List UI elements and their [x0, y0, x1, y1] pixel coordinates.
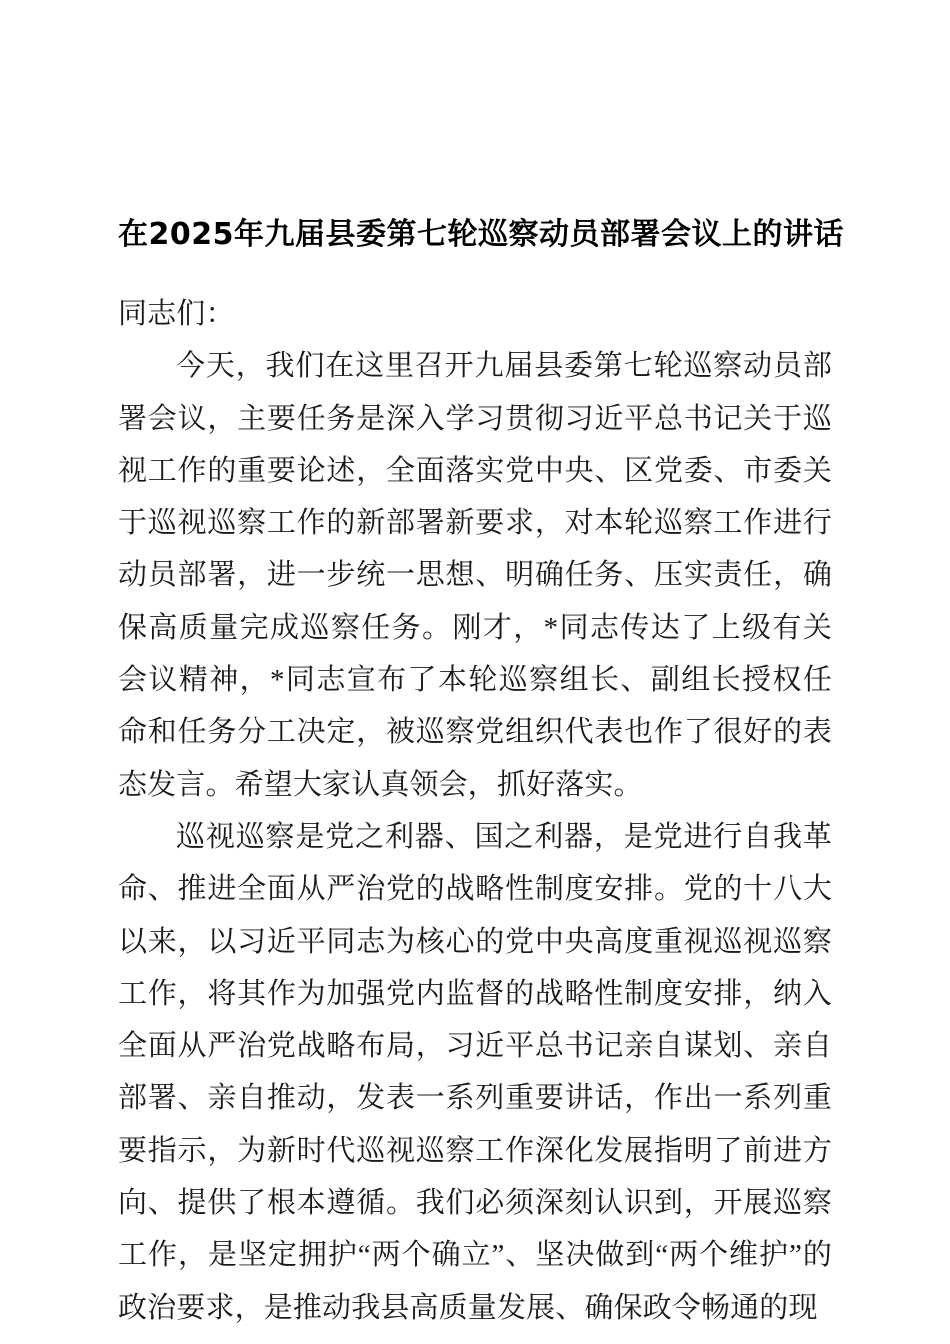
body-paragraph-1: 今天，我们在这里召开九届县委第七轮巡察动员部署会议，主要任务是深入学习贯彻习近平总书记关于巡视工作的重要论述，全面落实党中央、区党委、市委关于巡视巡察工作的新部署新要求，对本轮巡察工作进行动员部署，进一步统一思想、明确任务、压实责任，确保高质量完成巡察任务。刚才，*同志传达了上级有关会议精神，*同志宣布了本轮巡察组长、副组长授权任命和任务分工决定，被巡察党组织代表也作了很好的表态发言。希望大家认真领会，抓好落实。 — [118, 350, 832, 801]
document-body — [118, 288, 832, 1334]
salutation-line: 同志们： — [118, 298, 235, 330]
body-paragraph-2: 巡视巡察是党之利器、国之利器，是党进行自我革命、推进全面从严治党的战略性制度安排。党的十八大以来，以习近平同志为核心的党中央高度重视巡视巡察工作，将其作为加强党内监督的战略性制度安排，纳入全面从严治党战略布局，习近平总书记亲自谋划、亲自部署、亲自推动，发表一系列重要讲话，作出一系列重要指示，为新时代巡视巡察工作深化发展指明了前进方向、提供了根本遵循。我们必须深刻认识到，开展巡察工作，是坚定拥护“两个确立”、坚决做到“两个维护”的政治要求，是推动我县高质量发展、确保政令畅通的现 — [118, 820, 832, 1324]
page-title: 在2025年九届县委第七轮巡察动员部署会议上的讲话 — [118, 217, 844, 253]
